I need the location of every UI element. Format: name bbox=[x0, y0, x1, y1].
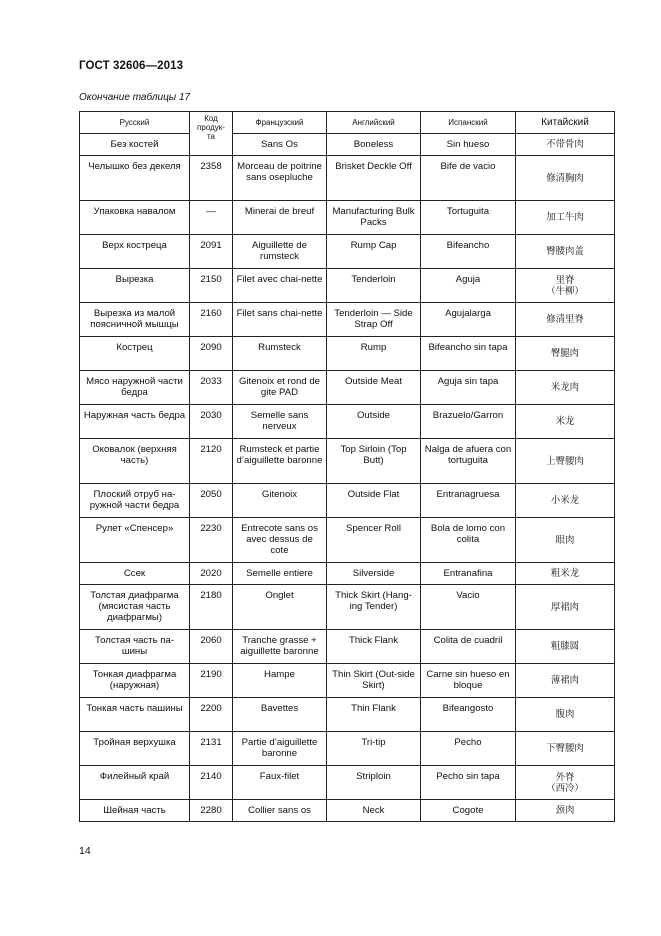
cell-french: Bavettes bbox=[233, 698, 327, 732]
cell-code: 2131 bbox=[190, 732, 233, 766]
cell-russian: Наружная часть бедра bbox=[80, 405, 190, 439]
column-header-code bbox=[190, 112, 233, 156]
cell-chinese: 修清胸肉 bbox=[516, 156, 615, 201]
cell-english: Spencer Roll bbox=[327, 518, 421, 563]
cell-code: 2020 bbox=[190, 563, 233, 585]
cell-french: Onglet bbox=[233, 585, 327, 630]
table-row bbox=[80, 664, 615, 698]
cell-code: 2190 bbox=[190, 664, 233, 698]
cell-french: Morceau de poitrine sans osepluche bbox=[233, 156, 327, 201]
cell-english: Thick Skirt (Hang-ing Tender) bbox=[327, 585, 421, 630]
column-header-english: Английский bbox=[327, 112, 421, 134]
cell-spanish: Entranafina bbox=[421, 563, 516, 585]
cuts-table bbox=[79, 111, 615, 822]
cell-english: Brisket Deckle Off bbox=[327, 156, 421, 201]
cell-chinese: 粗膝圆 bbox=[516, 630, 615, 664]
cell-russian: Рулет «Спенсер» bbox=[80, 518, 190, 563]
cell-english: Manufacturing Bulk Packs bbox=[327, 201, 421, 235]
cell-spanish: Bifeancho bbox=[421, 235, 516, 269]
table-row bbox=[80, 303, 615, 337]
cell-french: Tranche grasse + aiguillette baronne bbox=[233, 630, 327, 664]
cell-chinese: 薄裙肉 bbox=[516, 664, 615, 698]
code-header-line: та bbox=[206, 132, 216, 141]
cell-spanish: Vacio bbox=[421, 585, 516, 630]
column-header-spanish: Испанский bbox=[421, 112, 516, 134]
subheader-russian: Без костей bbox=[80, 134, 190, 156]
cell-chinese: 米龙 bbox=[516, 405, 615, 439]
cell-spanish: Bife de vacio bbox=[421, 156, 516, 201]
cell-spanish: Pecho bbox=[421, 732, 516, 766]
cell-code: 2280 bbox=[190, 800, 233, 822]
code-header-line: продук- bbox=[197, 123, 225, 132]
cell-english: Thin Skirt (Out-side Skirt) bbox=[327, 664, 421, 698]
table-row bbox=[80, 235, 615, 269]
document-header: ГОСТ 32606—2013 bbox=[79, 60, 184, 72]
table-row bbox=[80, 518, 615, 563]
cell-french: Faux-filet bbox=[233, 766, 327, 800]
column-header-russian: Русский bbox=[80, 112, 190, 134]
subheader-spanish: Sin hueso bbox=[421, 134, 516, 156]
cell-code: 2091 bbox=[190, 235, 233, 269]
cell-russian: Челышко без декеля bbox=[80, 156, 190, 201]
cell-spanish: Bifeancho sin tapa bbox=[421, 337, 516, 371]
cell-spanish: Aguja sin tapa bbox=[421, 371, 516, 405]
table-row bbox=[80, 439, 615, 484]
cell-russian: Толстая часть па-шины bbox=[80, 630, 190, 664]
cell-russian: Вырезка bbox=[80, 269, 190, 303]
cell-code: 2060 bbox=[190, 630, 233, 664]
cell-chinese: 臀腰肉盖 bbox=[516, 235, 615, 269]
cell-french: Minerai de breuf bbox=[233, 201, 327, 235]
cell-russian: Верх кострeца bbox=[80, 235, 190, 269]
cell-chinese: 里脊 （牛柳） bbox=[516, 269, 615, 303]
table-row bbox=[80, 766, 615, 800]
cell-code: — bbox=[190, 201, 233, 235]
cell-english: Rump bbox=[327, 337, 421, 371]
table-body bbox=[80, 156, 615, 822]
cell-chinese: 修清里脊 bbox=[516, 303, 615, 337]
cell-chinese: 腹肉 bbox=[516, 698, 615, 732]
cell-chinese: 厚裙肉 bbox=[516, 585, 615, 630]
cell-russian: Шейная часть bbox=[80, 800, 190, 822]
cell-spanish: Tortuguita bbox=[421, 201, 516, 235]
table-row bbox=[80, 337, 615, 371]
cell-code: 2140 bbox=[190, 766, 233, 800]
table-row bbox=[80, 732, 615, 766]
cell-code: 2358 bbox=[190, 156, 233, 201]
cell-french: Rumsteck bbox=[233, 337, 327, 371]
table-row bbox=[80, 156, 615, 201]
cell-russian: Плоский отруб на-ружной части бедра bbox=[80, 484, 190, 518]
cell-russian: Упаковка навалом bbox=[80, 201, 190, 235]
cell-english: Thick Flank bbox=[327, 630, 421, 664]
cell-chinese: 眼肉 bbox=[516, 518, 615, 563]
cell-spanish: Pecho sin tapa bbox=[421, 766, 516, 800]
cell-english: Neck bbox=[327, 800, 421, 822]
cell-code: 2120 bbox=[190, 439, 233, 484]
cell-french: Hampe bbox=[233, 664, 327, 698]
cell-russian: Тонкая часть пашины bbox=[80, 698, 190, 732]
cell-chinese: 粗米龙 bbox=[516, 563, 615, 585]
cell-russian: Тонкая диафрагма (наружная) bbox=[80, 664, 190, 698]
subheader-french: Sans Os bbox=[233, 134, 327, 156]
cell-russian: Вырезка из малой поясничной мышцы bbox=[80, 303, 190, 337]
cell-spanish: Entranagruesa bbox=[421, 484, 516, 518]
cell-code: 2200 bbox=[190, 698, 233, 732]
table-row bbox=[80, 201, 615, 235]
cell-russian: Кострец bbox=[80, 337, 190, 371]
page-number: 14 bbox=[79, 845, 91, 857]
cell-russian: Ссек bbox=[80, 563, 190, 585]
cell-french: Collier sans os bbox=[233, 800, 327, 822]
cell-english: Outside Meat bbox=[327, 371, 421, 405]
table-row bbox=[80, 585, 615, 630]
cell-english: Tri-tip bbox=[327, 732, 421, 766]
cell-code: 2150 bbox=[190, 269, 233, 303]
cell-code: 2090 bbox=[190, 337, 233, 371]
cell-chinese: 臀腿肉 bbox=[516, 337, 615, 371]
cell-code: 2230 bbox=[190, 518, 233, 563]
cell-french: Filet sans chai-nette bbox=[233, 303, 327, 337]
cell-spanish: Aguja bbox=[421, 269, 516, 303]
cell-french: Entrecote sans os avec dessus de cote bbox=[233, 518, 327, 563]
cell-russian: Филейный край bbox=[80, 766, 190, 800]
cell-chinese: 下臀腰肉 bbox=[516, 732, 615, 766]
cell-spanish: Cogote bbox=[421, 800, 516, 822]
cell-french: Partie d’aiguillette baronne bbox=[233, 732, 327, 766]
table-row bbox=[80, 800, 615, 822]
cell-french: Aiguillette de rumsteck bbox=[233, 235, 327, 269]
cell-english: Outside Flat bbox=[327, 484, 421, 518]
table-row bbox=[80, 484, 615, 518]
cell-french: Semelle entiere bbox=[233, 563, 327, 585]
cell-english: Striploin bbox=[327, 766, 421, 800]
cell-russian: Тройная верхушка bbox=[80, 732, 190, 766]
cell-chinese: 颈肉 bbox=[516, 800, 615, 822]
cell-chinese: 外脊 （西冷） bbox=[516, 766, 615, 800]
cell-french: Filet avec chai-nette bbox=[233, 269, 327, 303]
cell-french: Gitenoix bbox=[233, 484, 327, 518]
cell-english: Tenderloin — Side Strap Off bbox=[327, 303, 421, 337]
cell-code: 2160 bbox=[190, 303, 233, 337]
cell-spanish: Colita de cuadril bbox=[421, 630, 516, 664]
cell-spanish: Bifeangosto bbox=[421, 698, 516, 732]
cell-russian: Оковалок (верхняя часть) bbox=[80, 439, 190, 484]
cell-russian: Мясо наружной части бедра bbox=[80, 371, 190, 405]
cell-spanish: Nalga de afuera con tortuguita bbox=[421, 439, 516, 484]
column-header-chinese: Китайский bbox=[516, 112, 615, 134]
cell-english: Outside bbox=[327, 405, 421, 439]
cell-english: Rump Cap bbox=[327, 235, 421, 269]
cell-code: 2180 bbox=[190, 585, 233, 630]
cell-chinese: 加工牛肉 bbox=[516, 201, 615, 235]
cell-chinese: 米龙肉 bbox=[516, 371, 615, 405]
cell-code: 2050 bbox=[190, 484, 233, 518]
cell-code: 2030 bbox=[190, 405, 233, 439]
subheader-english: Boneless bbox=[327, 134, 421, 156]
cell-french: Rumsteck et partie d’aiguillette baronne bbox=[233, 439, 327, 484]
cell-chinese: 小米龙 bbox=[516, 484, 615, 518]
table-caption: Окончание таблицы 17 bbox=[79, 92, 191, 103]
subheader-chinese: 不带骨肉 bbox=[516, 134, 615, 156]
code-header-line: Код bbox=[204, 114, 218, 123]
table-row bbox=[80, 371, 615, 405]
cell-french: Gitenoix et rond de gite PAD bbox=[233, 371, 327, 405]
table-row bbox=[80, 630, 615, 664]
cell-russian: Толстая диафрагма (мясистая часть диафрагмы) bbox=[80, 585, 190, 630]
cell-spanish: Bola de lomo con colita bbox=[421, 518, 516, 563]
cell-chinese: 上臀腰肉 bbox=[516, 439, 615, 484]
cell-code: 2033 bbox=[190, 371, 233, 405]
column-header-french: Французский bbox=[233, 112, 327, 134]
table-row bbox=[80, 698, 615, 732]
table-row bbox=[80, 405, 615, 439]
cell-spanish: Agujalarga bbox=[421, 303, 516, 337]
cell-english: Thin Flank bbox=[327, 698, 421, 732]
table-row bbox=[80, 269, 615, 303]
table-row bbox=[80, 563, 615, 585]
cell-french: Semelle sans nerveux bbox=[233, 405, 327, 439]
cell-english: Silverside bbox=[327, 563, 421, 585]
cell-spanish: Carne sin hueso en bloque bbox=[421, 664, 516, 698]
cell-english: Tenderloin bbox=[327, 269, 421, 303]
cell-english: Top Sirloin (Top Butt) bbox=[327, 439, 421, 484]
cell-spanish: Brazuelo/Garron bbox=[421, 405, 516, 439]
